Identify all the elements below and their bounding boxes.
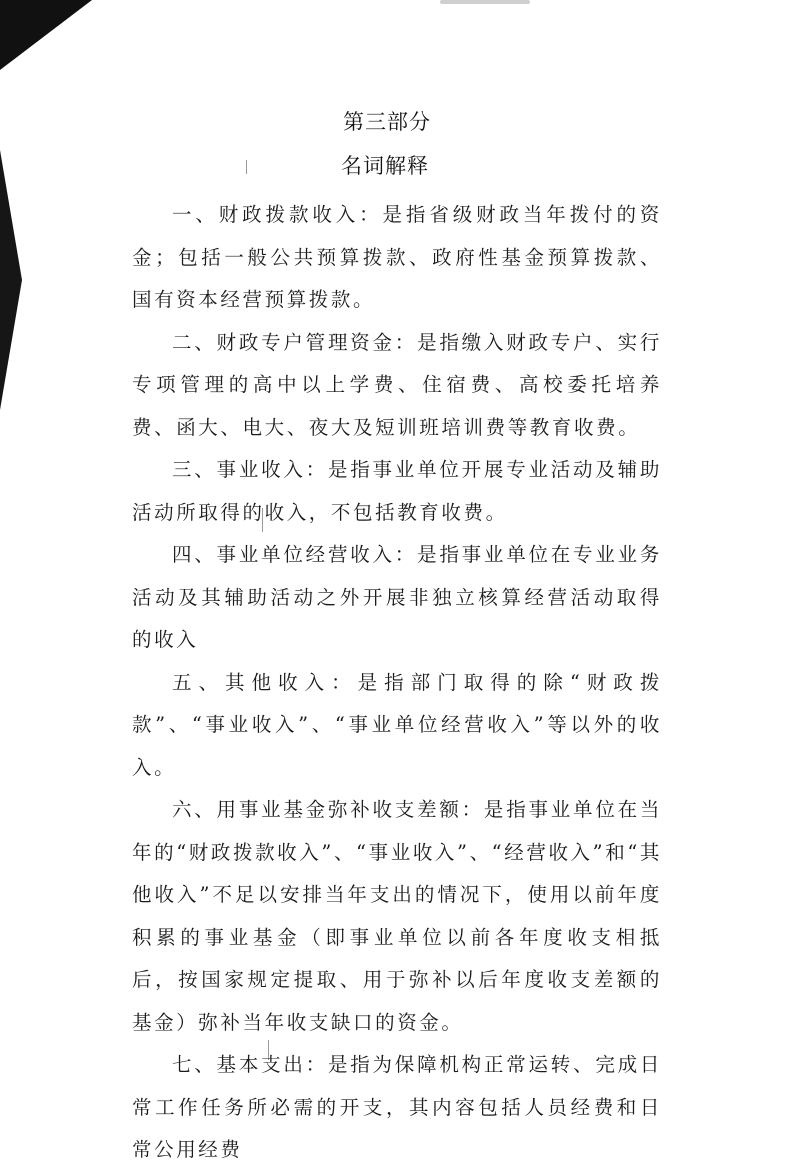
definition-paragraph: 二、财政专户管理资金：是指缴入财政专户、实行专项管理的高中以上学费、住宿费、高校委托培养费、函大、电大、夜大及短训班培训费等教育收费。 bbox=[132, 330, 662, 439]
definition-paragraph: 四、事业单位经营收入：是指事业单位在专业业务活动及其辅助活动之外开展非独立核算经营活动取得的收入 bbox=[132, 543, 662, 651]
scan-shadow-edge bbox=[0, 150, 22, 410]
definition-paragraph: 三、事业收入：是指事业单位开展专业活动及辅助活动所取得的收入，不包括教育收费。 bbox=[132, 458, 662, 524]
section-heading: 第三部分 bbox=[343, 110, 431, 134]
definition-paragraph: 六、用事业基金弥补收支差额：是指事业单位在当年的“财政拨款收入”、“事业收入”、“经营收入”和“其他收入”不足以安排当年支出的情况下，使用以前年度积累的事业基金（即事业单位以前各年度收支相抵后，按国家规定提取、用于弥补以后年度收支差额的基金）弥补当年收支缺口的资金。 bbox=[132, 798, 662, 1034]
scan-mark bbox=[440, 0, 530, 4]
definition-paragraph: 一、财政拨款收入：是指省级财政当年拨付的资金；包括一般公共预算拨款、政府性基金预算拨款、国有资本经营预算拨款。 bbox=[132, 203, 662, 311]
definitions-body bbox=[132, 194, 662, 1172]
definition-paragraph: 五、其他收入：是指部门取得的除“财政拨款”、“事业收入”、“事业单位经营收入”等以外的收入。 bbox=[132, 670, 662, 779]
definition-paragraph: 七、基本支出：是指为保障机构正常运转、完成日常工作任务所必需的开支，其内容包括人员经费和日常公用经费 bbox=[132, 1053, 662, 1161]
section-subheading: 名词解释 bbox=[341, 154, 429, 178]
scan-shadow-corner bbox=[0, 0, 92, 70]
